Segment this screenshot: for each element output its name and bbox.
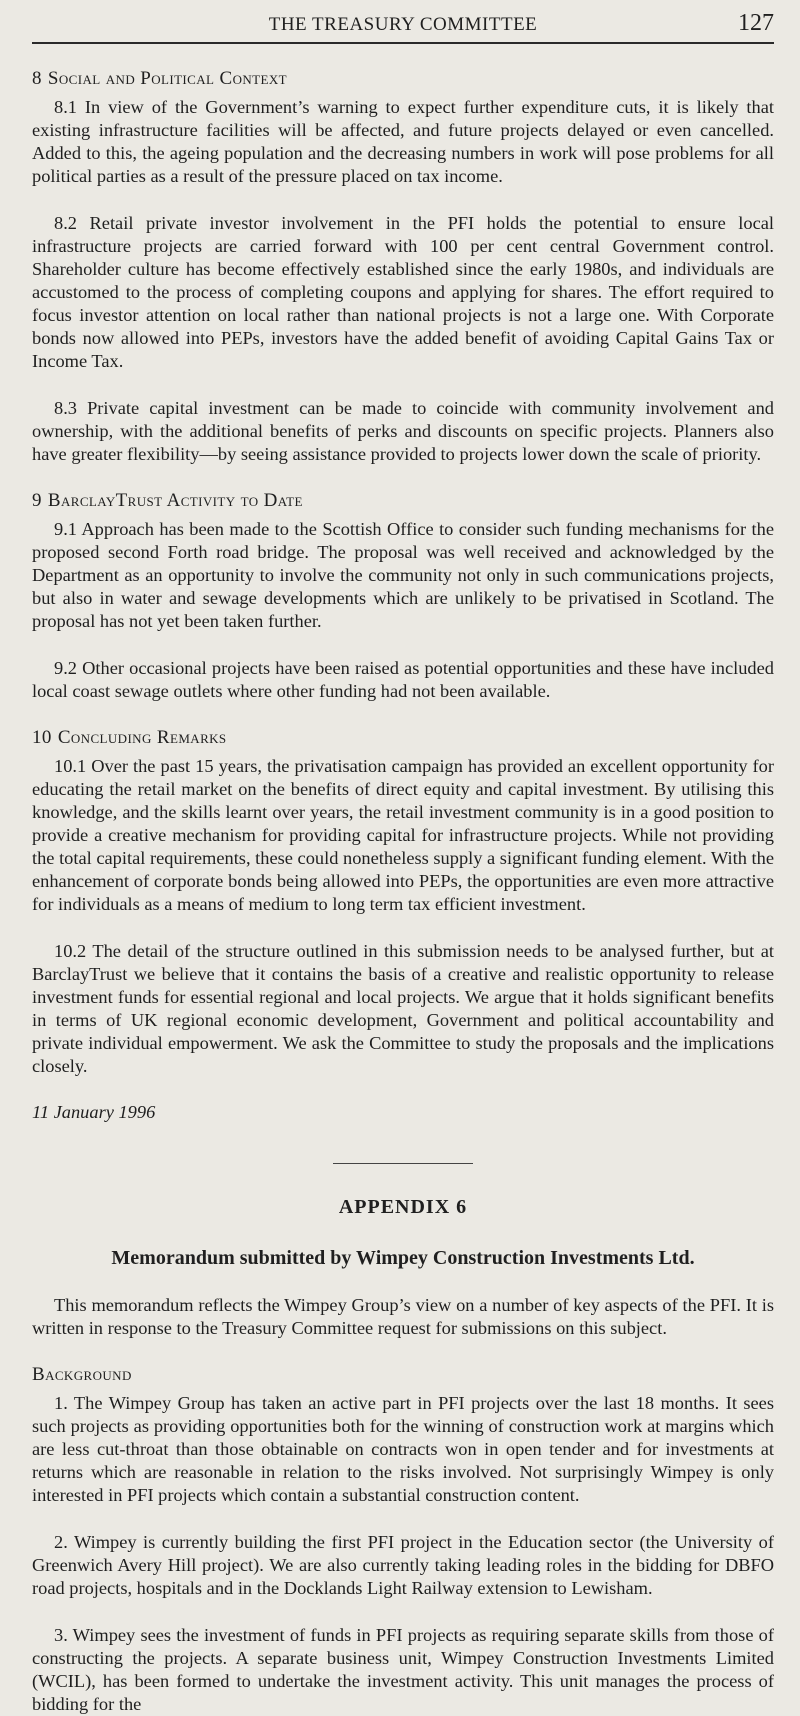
section-8-heading <box>32 68 774 90</box>
section-number: 8 <box>32 68 42 89</box>
section-10-heading <box>32 727 774 749</box>
paragraph-10-2: 10.2 The detail of the structure outlined in this submission needs to be analysed further, but at BarclayTrust we believe that it contains the basis of a creative and realistic opportunity to release investment funds for essential regional and local projects. We argue that it holds significant benefits in terms of UK regional economic development, Government and political accountability and private individual empowerment. We ask the Committee to study the proposals and the implications closely. <box>32 941 774 1076</box>
memorandum-title: Memorandum submitted by Wimpey Construction Investments Ltd. <box>111 1247 695 1269</box>
section-9-heading <box>32 490 774 512</box>
section-divider <box>333 1163 473 1164</box>
submission-date: 11 January 1996 <box>32 1102 156 1122</box>
paragraph-8-1: 8.1 In view of the Government’s warning to expect further expenditure cuts, it is likely that existing infrastructure facilities will be affected, and future projects delayed or even cancelled. Added to this, the ageing population and the decreasing numbers in work will pose problems for all political parties as a result of the pressure placed on tax income. <box>32 97 774 186</box>
appendix-title: APPENDIX 6 <box>338 1196 468 1218</box>
section-title: Concluding Remarks <box>57 727 227 748</box>
paragraph-9-2: 9.2 Other occasional projects have been raised as potential opportunities and these have included local coast sewage outlets where other funding had not been available. <box>32 658 774 701</box>
memorandum-intro: This memorandum reflects the Wimpey Group’s view on a number of key aspects of the PFI. It is written in response to the Treasury Committee request for submissions on this subject. <box>32 1295 774 1338</box>
page-number: 127 <box>738 10 774 36</box>
paragraph-8-3: 8.3 Private capital investment can be made to coincide with community involvement and ownership, with the additional benefits of perks and discounts on specific projects. Planners also have greater flexibility—by seeing assistance provided to projects lower down the scale of priority. <box>32 398 774 464</box>
background-paragraph-3: 3. Wimpey sees the investment of funds in PFI projects as requiring separate skills from those of constructing the projects. A separate business unit, Wimpey Construction Investments Limited (WCIL), has been formed to undertake the investment activity. This unit manages the process of bidding for the <box>32 1625 774 1714</box>
section-number: 9 <box>32 490 42 511</box>
section-number: 10 <box>32 727 52 748</box>
background-paragraph-2: 2. Wimpey is currently building the first PFI project in the Education sector (the University of Greenwich Avery Hill project). We are also currently taking leading roles in the bidding for DBFO road projects, hospitals and in the Docklands Light Railway extension to Lewisham. <box>32 1532 774 1598</box>
page-header <box>32 0 774 44</box>
background-paragraph-1: 1. The Wimpey Group has taken an active part in PFI projects over the last 18 months. It sees such projects as providing opportunities both for the winning of construction work at margins which are less cut-throat than those obtainable on contracts won in open tender and for investments at returns which are reasonable in relation to the risks involved. Not surprisingly Wimpey is only interested in PFI projects which contain a substantial construction content. <box>32 1393 774 1505</box>
paragraph-9-1: 9.1 Approach has been made to the Scottish Office to consider such funding mechanisms for the proposed second Forth road bridge. The proposal was well received and acknowledged by the Department as an opportunity to involve the community not only in such communications projects, but also in water and sewage developments which are unlikely to be privatised in Scotland. The proposal has not yet been taken further. <box>32 519 774 631</box>
paragraph-10-1: 10.1 Over the past 15 years, the privatisation campaign has provided an excellent opportunity for educating the retail market on the benefits of direct equity and capital investment. By utilising this knowledge, and the skills learnt over years, the retail investment community is in a good position to provide a creative mechanism for providing capital for infrastructure projects. While not providing the total capital requirements, these could nonetheless supply a significant funding element. With the enhancement of corporate bonds being allowed into PEPs, the opportunities are even more attractive for individuals as a means of medium to long term tax efficient investment. <box>32 756 775 914</box>
document-page <box>32 0 774 1716</box>
section-title: Social and Political Context <box>47 68 287 89</box>
paragraph-8-2: 8.2 Retail private investor involvement in the PFI holds the potential to ensure local infrastructure projects are carried forward with 100 per cent central Government control. Shareholder culture has become effectively established since the early 1980s, and individuals are accustomed to the process of completing coupons and applying for shares. The effort required to focus investor attention on local rather than national projects is not a large one. With Corporate bonds now allowed into PEPs, investors have the added benefit of avoiding Capital Gains Tax or Income Tax. <box>32 213 774 371</box>
background-heading: Background <box>32 1364 132 1385</box>
running-header-title: THE TREASURY COMMITTEE <box>268 14 538 35</box>
section-title: BarclayTrust Activity to Date <box>47 490 303 511</box>
